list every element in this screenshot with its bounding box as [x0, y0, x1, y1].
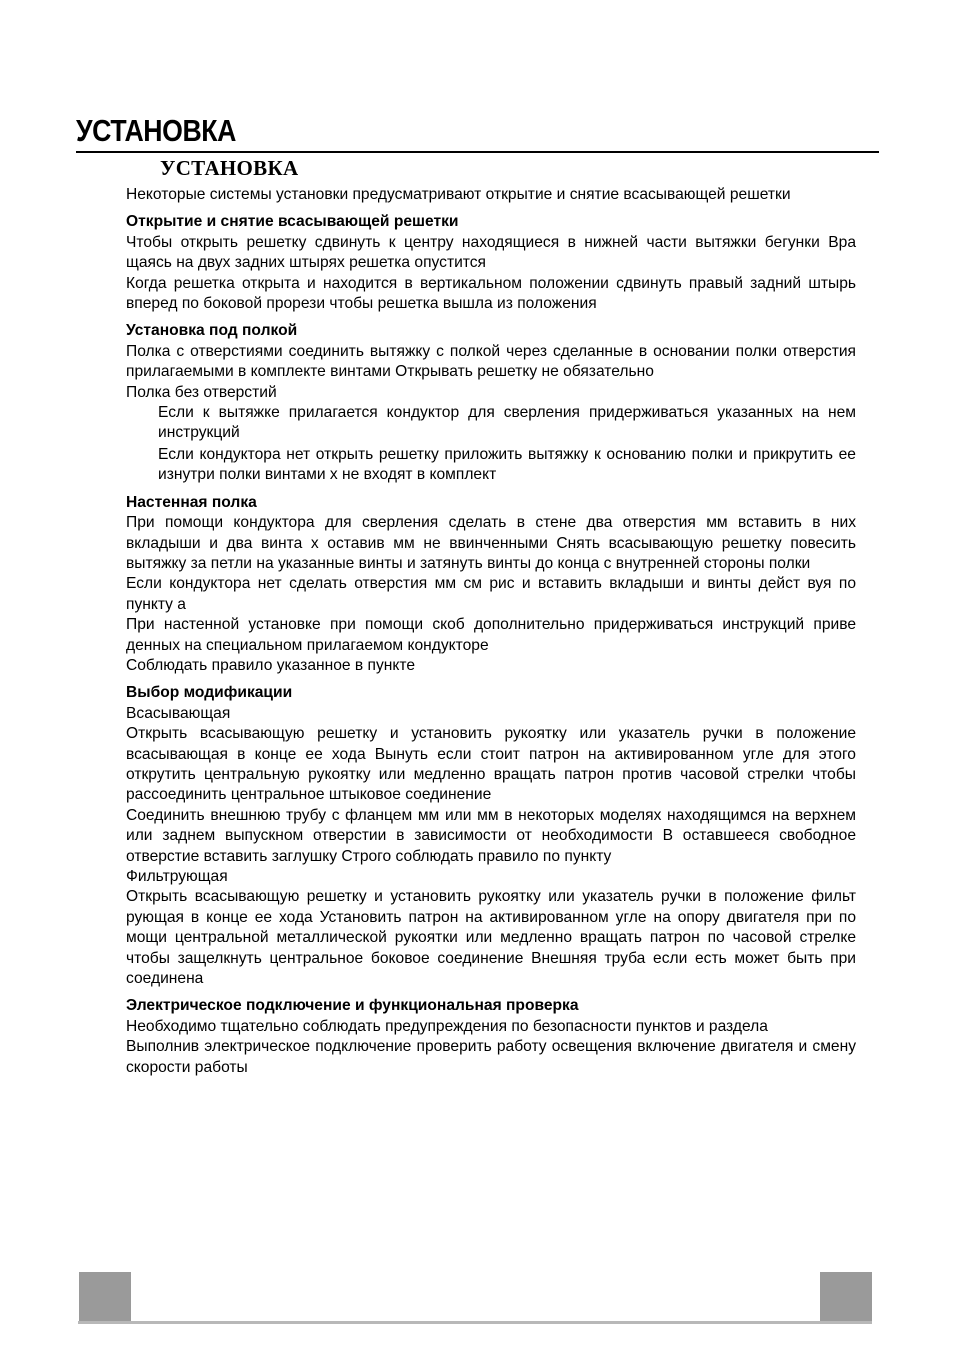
- paragraph: При помощи кондуктора для сверления сделать в стене два отверстия мм вставить в них вкладыши и два винта х оставив мм не ввинченными Снять всасывающую решетку повесить вытяжку за петли на указанные винты и затянуть винты до конца с внутренней стороны полки: [126, 514, 856, 572]
- paragraph: При настенной установке при помощи скоб дополнительно придерживаться инструкций приве денных на специальном прилагаемом кондукторе: [126, 616, 856, 654]
- document-body: [126, 185, 856, 1078]
- heading-shelf: Установка под полкой: [126, 322, 298, 340]
- title-divider: [76, 151, 879, 153]
- heading-grid: Открытие и снятие всасывающей решетки: [126, 213, 459, 231]
- paragraph: Открыть всасывающую решетку и установить рукоятку или указатель ручки в положение фильт рующая в конце ее хода Установить патрон на активированном угле на опору двигателя при по мощи центральной металлической рукоятки или медленно вращать патрон по часовой стрелке чтобы защелкнуть центральное боковое соединение Внешняя труба если есть может быть при соединена: [126, 888, 856, 988]
- paragraph: Полка с отверстиями соединить вытяжку с полкой через сделанные в основании полки отверстия прилагаемыми в комплекте винтами Открывать решетку не обязательно: [126, 342, 856, 381]
- paragraph: Соединить внешнюю трубу с фланцем мм или мм в некоторых моделях находящимся на верхнем или заднем выпускном отверстии в зависимости от необходимости В оставшееся свободное отверстие вставить заглушку Строго соблюдать правило по пункту: [126, 806, 856, 865]
- indented-paragraph: Если кондуктора нет открыть решетку приложить вытяжку к основанию полки и прикрутить ее изнутри полки винтами х не входят в комплект: [158, 445, 856, 484]
- paragraph: Чтобы открыть решетку сдвинуть к центру находящиеся в нижней части вытяжки бегунки Вра щаясь на двух задних штырях решетка опустится: [126, 233, 856, 272]
- section-title: УСТАНОВКА: [160, 156, 299, 180]
- paragraph: Выполнив электрическое подключение проверить работу освещения включение двигателя и смену скорости работы: [126, 1038, 856, 1076]
- paragraph: Открыть всасывающую решетку и установить рукоятку или указатель ручки в положение всасывающая в конце ее хода Вынуть если стоит патрон на активированном угле для этого открутить центральную рукоятку или медленно вращать патрон против часовой стрелки чтобы рассоединить центральное штыковое соединение: [126, 725, 856, 804]
- page-title: УСТАНОВКА: [76, 113, 236, 148]
- paragraph: Когда решетка открыта и находится в вертикальном положении сдвинуть правый задний штырь вперед по боковой прорези чтобы решетка вышла из положения: [126, 274, 856, 313]
- heading-electric: Электрическое подключение и функциональная проверка: [126, 997, 579, 1015]
- paragraph: Полка без отверстий: [126, 383, 277, 401]
- footer-right-block: [820, 1272, 872, 1324]
- intro-paragraph: Некоторые системы установки предусматривают открытие и снятие всасывающей решетки: [126, 186, 791, 203]
- paragraph: Необходимо тщательно соблюдать предупреждения по безопасности пунктов и раздела: [126, 1017, 768, 1035]
- indented-paragraph: Если к вытяжке прилагается кондуктор для сверления придерживаться указанных на нем инструкций: [158, 404, 856, 442]
- footer-left-block: [79, 1272, 131, 1324]
- heading-wall: Настенная полка: [126, 493, 257, 511]
- heading-mode: Выбор модификации: [126, 684, 293, 702]
- paragraph: Если кондуктора нет сделать отверстия мм см рис и вставить вкладыши и винты дейст вуя по пункту а: [126, 575, 856, 613]
- paragraph: Соблюдать правило указанное в пункте: [126, 656, 415, 674]
- paragraph: Всасывающая: [126, 704, 231, 722]
- footer-divider: [78, 1321, 872, 1324]
- paragraph: Фильтрующая: [126, 868, 228, 885]
